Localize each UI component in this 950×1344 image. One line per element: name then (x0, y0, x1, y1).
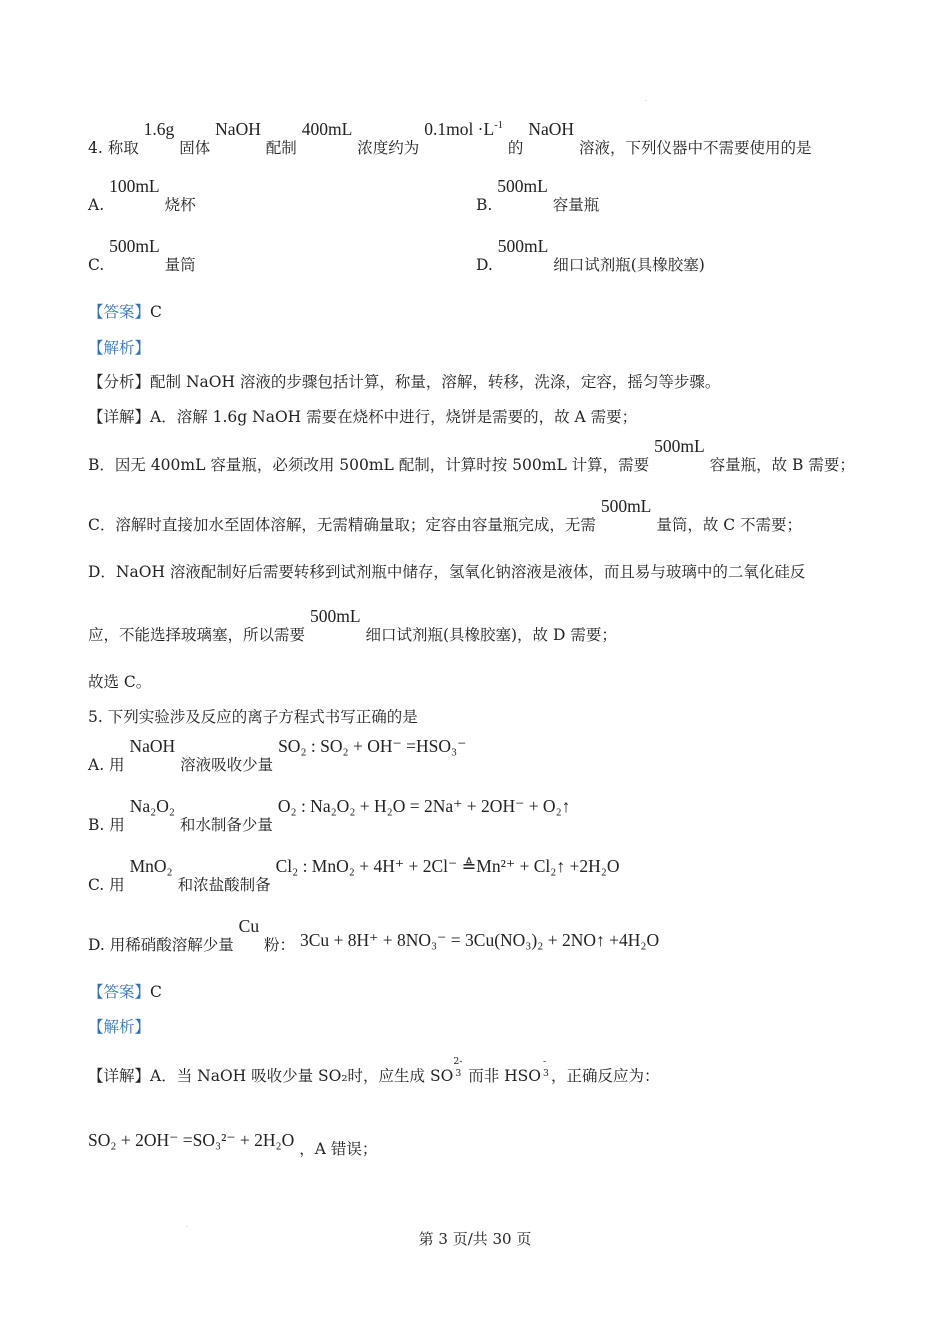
detail-d2-text: 应，不能选择玻璃塞，所以需要 (88, 626, 306, 644)
q4-naoh: NaOH (215, 118, 261, 139)
analysis-tag: 【解析】 (88, 1018, 151, 1036)
answer-tag: 【答案】 (88, 983, 151, 1001)
page-footer: 第 3 页/共 30 页 (418, 1230, 532, 1248)
option-c-volume: 500mL (109, 236, 160, 256)
fenxi-tag: 【分析】 (88, 373, 151, 391)
detail-d-text: D．NaOH 溶液配制好后需要转移到试剂瓶中储存，氢氧化钠溶液是液体，而且易与玻璃中的二氧化硅反 (88, 563, 806, 581)
hso3-sub: 3 (543, 1068, 549, 1079)
so3-charge (453, 1056, 463, 1086)
q5-detail-a-text: A．当 NaOH 吸收少量 SO₂时，应生成 SO (150, 1067, 454, 1085)
q4-detail-a (88, 407, 637, 427)
option-c-label: C. (88, 256, 105, 274)
answer-value: C (150, 303, 162, 321)
q4-option-d (476, 236, 705, 275)
q5-detail-a-mid: 而非 HSO (463, 1067, 542, 1085)
detail-c-volume: 500mL (600, 496, 652, 516)
q5-detail-a-post: ，正确反应为： (551, 1067, 660, 1085)
q5-detail-a (88, 1056, 660, 1086)
q4-volume: 400mL (301, 118, 353, 139)
so3-sub: 3 (455, 1068, 462, 1079)
q4-answer (88, 302, 162, 322)
detail-tag: 【详解】 (88, 1067, 151, 1085)
option-d-volume: 500mL (497, 236, 549, 256)
q5-d-reagent: Cu (238, 916, 260, 936)
answer-value: C (150, 983, 162, 1001)
q4-option-b (476, 176, 600, 215)
q4-text-4: 的 (507, 138, 524, 157)
detail-b-post: 容量瓶，故 B 需要； (709, 456, 855, 474)
q4-concentration (424, 119, 503, 139)
option-a-volume: 100mL (109, 176, 160, 196)
q5-option-a (88, 736, 467, 775)
hso3-charge (541, 1056, 551, 1086)
q5-detail-a-equation (88, 1130, 378, 1159)
option-c-text: 量筒 (164, 256, 196, 274)
q4-text-5: 溶液，下列仪器中不需要使用的是 (578, 138, 812, 157)
q4-detail-b (88, 436, 855, 475)
detail-b-text: B．因无 400mL 容量瓶，必须改用 500mL 配制，计算时按 500mL 计算，需要 (88, 456, 650, 474)
q5-option-c (88, 856, 620, 895)
analysis-tag: 【解析】 (88, 339, 151, 357)
fenxi-text: 配制 NaOH 溶液的步骤包括计算，称量，溶解，转移，洗涤，定容，摇匀等步骤。 (150, 373, 721, 391)
q5-stem (88, 707, 418, 727)
detail-d2-post: 细口试剂瓶(具橡胶塞)，故 D 需要； (365, 626, 617, 644)
q4-stem-prefix: 4. 称取 (88, 138, 139, 157)
q4-mass: 1.6g (143, 118, 175, 139)
q5-option-d (88, 916, 660, 955)
detail-d2-volume: 500mL (309, 606, 361, 626)
q4-detail-d2 (88, 606, 617, 645)
q5-d-prefix: D. 用稀硝酸溶解少量 (88, 936, 234, 954)
q5-d-equation: 3Cu + 8H⁺ + 8NO₃⁻ = 3Cu(NO₃)₂ + 2NO↑ +4H₂O (300, 930, 660, 950)
detail-b-volume: 500mL (654, 436, 705, 456)
q4-analysis (88, 338, 150, 358)
q4-fenxi (88, 372, 720, 392)
q4-text-2: 配制 (265, 138, 297, 157)
q5-c-prefix: C. 用 (88, 876, 125, 894)
q5-a-reagent: NaOH (129, 736, 176, 756)
q4-detail-d1 (88, 562, 805, 582)
detail-c-text: C．溶解时直接加水至固体溶解，无需精确量取；定容由容量瓶完成，无需 (88, 516, 596, 534)
detail-tag: 【详解】 (88, 408, 151, 426)
option-a-label: A. (88, 196, 105, 214)
q5-d-text: 粉： (264, 936, 296, 954)
q4-conc-sup: -1 (494, 120, 503, 131)
so3-sup: 2- (453, 1056, 463, 1067)
q5-c-text: 和浓盐酸制备 (177, 876, 271, 894)
q5-b-prefix: B. 用 (88, 816, 125, 834)
q5-detail-a-end: ，A 错误； (299, 1140, 378, 1158)
option-b-volume: 500mL (497, 176, 548, 196)
q4-conclusion (88, 672, 151, 692)
q4-text-1: 固体 (179, 138, 211, 157)
q4-conc-value: 0.1mol ·L (424, 118, 495, 139)
q5-option-b (88, 796, 571, 835)
q5-answer (88, 982, 162, 1002)
q4-option-c (88, 236, 196, 275)
detail-a-text: A．溶解 1.6g NaOH 需要在烧杯中进行，烧饼是需要的，故 A 需要； (150, 408, 638, 426)
q5-b-reagent: Na₂O₂ (129, 796, 175, 816)
option-b-label: B. (476, 196, 493, 214)
q5-c-equation: Cl₂ : MnO₂ + 4H⁺ + 2Cl⁻ ≜Mn²⁺ + Cl₂↑ +2H₂O (275, 856, 620, 876)
q4-option-a (88, 176, 196, 215)
detail-c-post: 量筒，故 C 不需要； (656, 516, 803, 534)
option-a-text: 烧杯 (164, 196, 196, 214)
q5-correct-equation: SO₂ + 2OH⁻ =SO₃²⁻ + 2H₂O (88, 1130, 295, 1150)
q5-stem-text: 5. 下列实验涉及反应的离子方程式书写正确的是 (88, 708, 418, 726)
option-d-text: 细口试剂瓶(具橡胶塞) (553, 256, 705, 274)
q5-a-text: 溶液吸收少量 (180, 756, 274, 774)
option-b-text: 容量瓶 (552, 196, 600, 214)
page-mark-top: . (645, 96, 647, 103)
q4-detail-c (88, 496, 803, 535)
q5-b-equation: O₂ : Na₂O₂ + H₂O = 2Na⁺ + 2OH⁻ + O₂↑ (277, 796, 571, 816)
q5-c-reagent: MnO₂ (129, 856, 173, 876)
q5-analysis (88, 1017, 150, 1037)
q4-text-3: 浓度约为 (357, 138, 420, 157)
hso3-sup: - (543, 1056, 547, 1067)
q5-a-equation: SO₂ : SO₂ + OH⁻ =HSO₃⁻ (278, 736, 467, 756)
q5-a-prefix: A. 用 (88, 756, 125, 774)
answer-tag: 【答案】 (88, 303, 151, 321)
conclusion-text: 故选 C。 (88, 673, 152, 691)
q5-b-text: 和水制备少量 (179, 816, 273, 834)
option-d-label: D. (476, 256, 493, 274)
page-mark-bottom: . (186, 1222, 188, 1229)
q4-naoh-2: NaOH (528, 118, 575, 139)
